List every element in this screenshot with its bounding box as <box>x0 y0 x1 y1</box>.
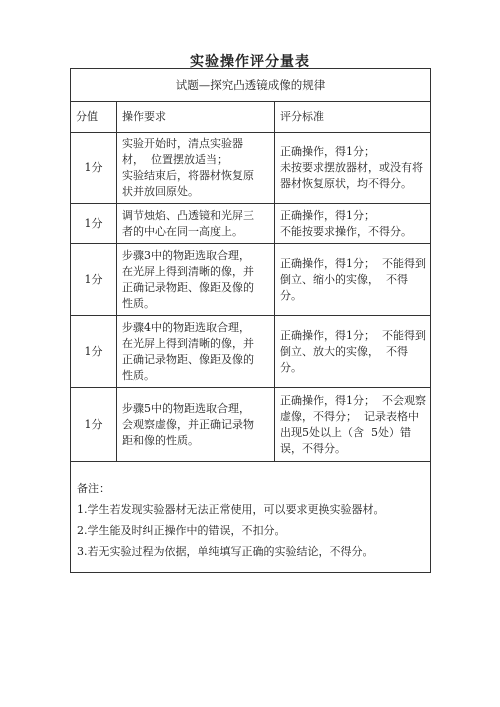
criteria-line: 正确操作，得1分； <box>280 145 375 158</box>
criteria-line: 不能按要求操作，不得分。 <box>280 224 412 238</box>
criteria-line: 虚像，不得分； 记录表格中 <box>280 409 419 423</box>
table-subtitle: 试题—探究凸透镜成像的规律 <box>71 69 431 102</box>
scoring-table <box>70 68 431 573</box>
row-requirement <box>117 204 275 244</box>
requirement-line: 步骤3中的物距选取合理， <box>122 248 250 262</box>
row-requirement <box>117 388 275 462</box>
row-score: 1分 <box>71 244 117 316</box>
note-item: 2.学生能及时纠正操作中的错误，不扣分。 <box>77 524 286 537</box>
table-row <box>71 133 431 204</box>
row-score: 1分 <box>71 204 117 244</box>
requirement-line: 正确记录物距、像距及像的 <box>122 352 254 366</box>
requirement-line: 距和像的性质。 <box>122 433 199 447</box>
row-score: 1分 <box>71 133 117 204</box>
notes-label: 备注： <box>77 482 110 495</box>
row-requirement <box>117 316 275 388</box>
table-row <box>71 316 431 388</box>
criteria-line: 器材恢复原状，均不得分。 <box>280 177 412 190</box>
criteria-line: 正确操作，得1分； 不会观察 <box>280 393 426 407</box>
requirement-line: 性质。 <box>122 368 155 382</box>
requirement-line: 步骤5中的物距选取合理， <box>122 401 250 415</box>
row-score: 1分 <box>71 316 117 388</box>
row-criteria <box>275 133 431 204</box>
requirement-line: 状并放回原处。 <box>122 185 199 198</box>
header-requirement: 操作要求 <box>117 102 275 133</box>
criteria-line: 倒立、缩小的实像， 不得 <box>280 272 408 286</box>
requirement-line: 会观察虚像，并正确记录物 <box>122 417 254 431</box>
row-criteria <box>275 316 431 388</box>
header-row <box>71 102 431 133</box>
criteria-line: 正确操作，得1分； 不能得到 <box>280 328 426 342</box>
requirement-line: 实验开始时，清点实验器 <box>122 137 243 150</box>
table-row <box>71 244 431 316</box>
criteria-line: 出现5处以上（含 5处）错 <box>280 425 411 439</box>
requirement-line: 步骤4中的物距选取合理， <box>122 320 250 334</box>
page-title: 实验操作评分量表 <box>190 54 310 70</box>
header-criteria: 评分标准 <box>275 102 431 133</box>
criteria-line: 正确操作，得1分； 不能得到 <box>280 256 426 270</box>
criteria-line: 分。 <box>280 288 302 302</box>
criteria-line: 未按要求摆放器材，或没有将 <box>280 161 423 174</box>
table-row <box>71 204 431 244</box>
row-criteria <box>275 204 431 244</box>
criteria-line: 误，不得分。 <box>280 441 346 455</box>
requirement-line: 在光屏上得到清晰的像，并 <box>122 264 254 278</box>
requirement-line: 正确记录物距、像距及像的 <box>122 280 254 294</box>
requirement-line: 在光屏上得到清晰的像，并 <box>122 336 254 350</box>
row-criteria <box>275 244 431 316</box>
row-requirement <box>117 244 275 316</box>
criteria-line: 倒立、放大的实像， 不得 <box>280 344 408 358</box>
table-row <box>71 388 431 462</box>
notes-row <box>71 462 431 573</box>
subtitle-row <box>71 69 431 102</box>
note-item: 3.若无实验过程为依据，单纯填写正确的实验结论，不得分。 <box>77 545 374 558</box>
row-criteria <box>275 388 431 462</box>
criteria-line: 分。 <box>280 360 302 374</box>
row-requirement <box>117 133 275 204</box>
row-score: 1分 <box>71 388 117 462</box>
note-item: 1.学生若发现实验器材无法正常使用，可以要求更换实验器材。 <box>77 503 385 516</box>
criteria-line: 正确操作，得1分； <box>280 208 375 222</box>
requirement-line: 性质。 <box>122 296 155 310</box>
requirement-line: 者的中心在同一高度上。 <box>122 224 243 238</box>
requirement-line: 调节烛焰、凸透镜和光屏三 <box>122 208 254 222</box>
requirement-line: 材， 位置摆放适当； <box>122 153 228 166</box>
requirement-line: 实验结束后，将器材恢复原 <box>122 169 254 182</box>
header-score: 分值 <box>71 102 117 133</box>
notes-section <box>71 462 431 573</box>
